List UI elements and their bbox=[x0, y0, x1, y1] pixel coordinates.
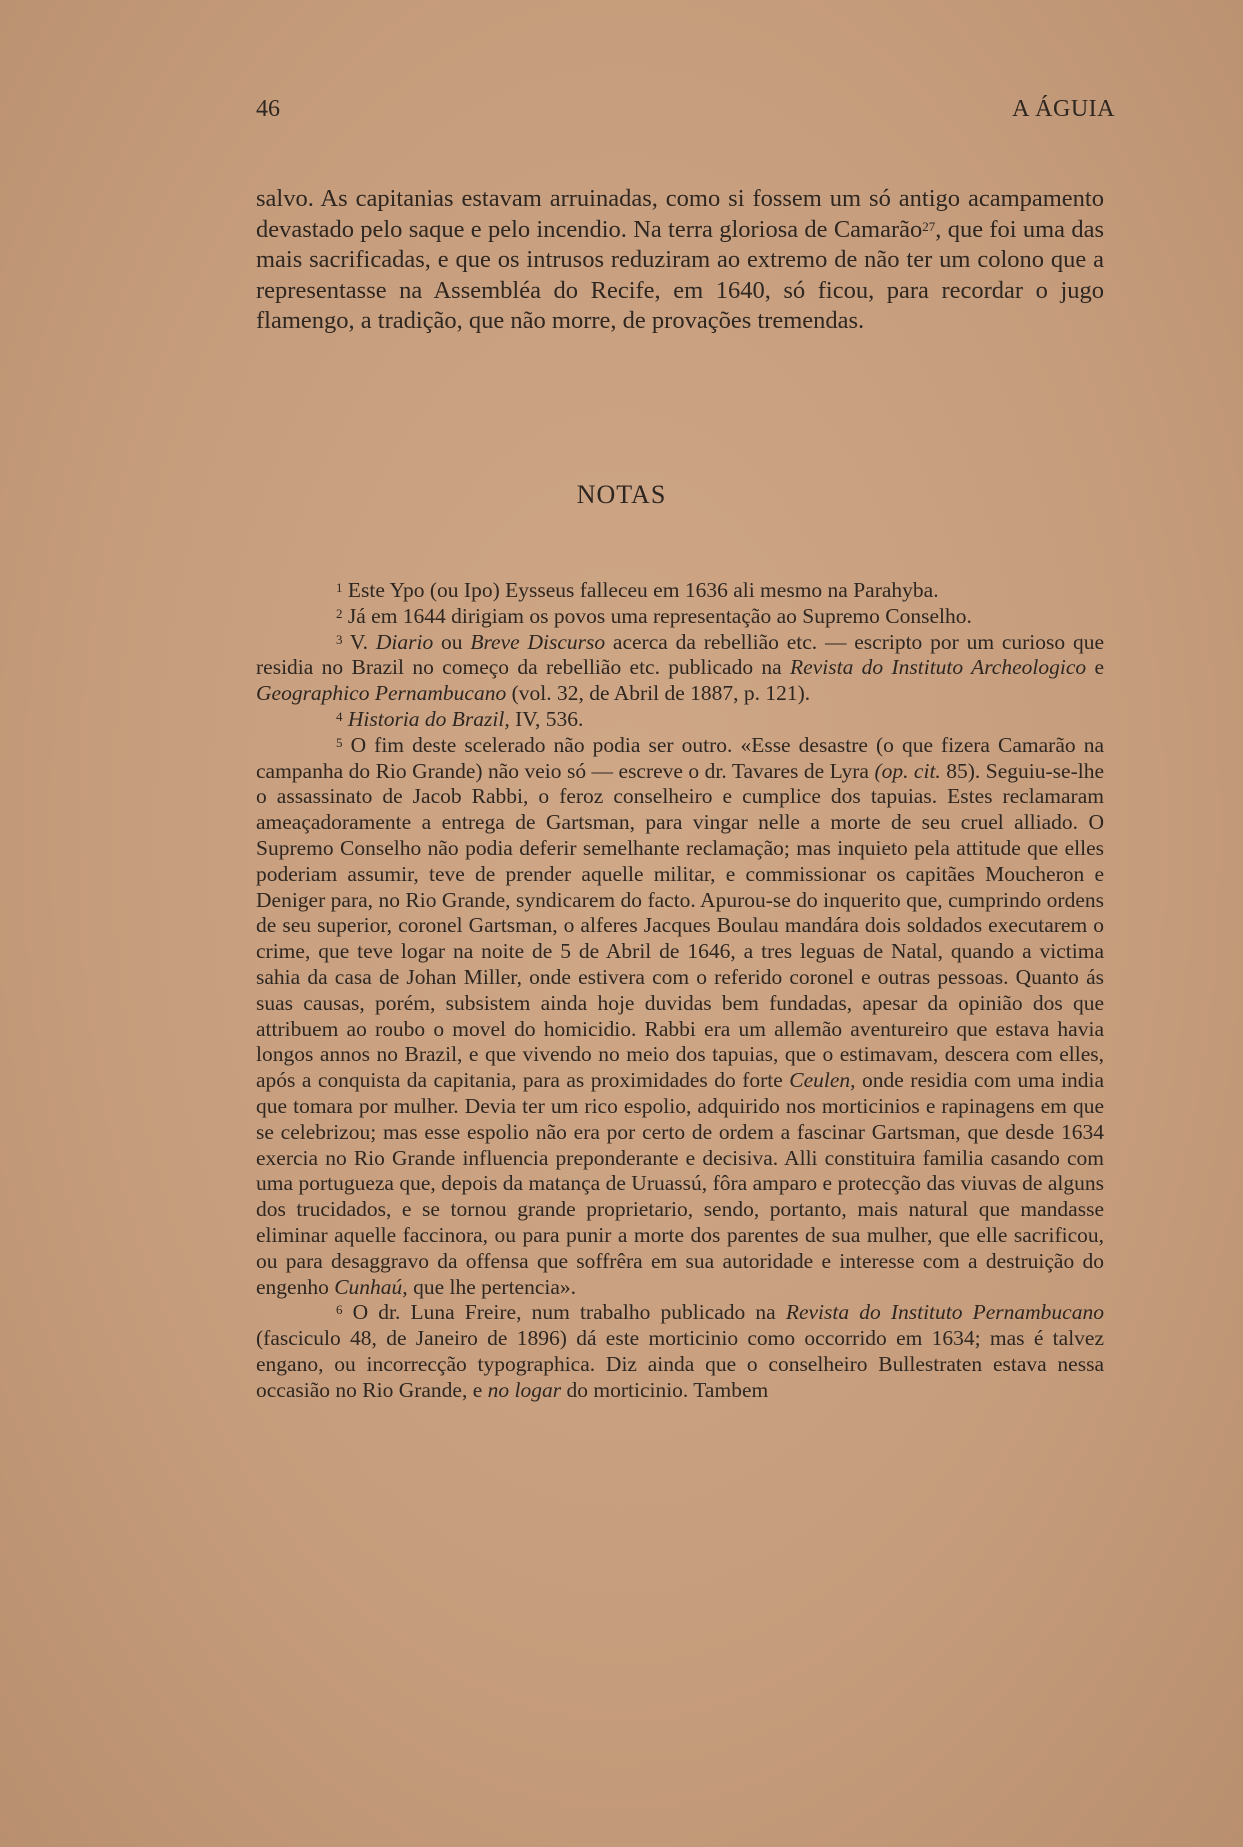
italic-title: Geographico Pernambucano bbox=[256, 681, 507, 706]
notes-heading: NOTAS bbox=[576, 480, 667, 509]
italic-place: Cunhaú, bbox=[334, 1274, 408, 1299]
text-run: onde residia com uma india que tomara por mulher. Devia ter um rico espolio, adquirido nos morticinios e rapinagens em que se celebrizou; mas esse espolio não era por certo de ordem a fascinar Gartsman, que desde 1634 exercia no Rio Grande influencia preponderante e decisiva. Alli constituira familia casando com uma portugueza que, depois da matança de Uruassú, fôra amparo e protecção das viuvas de alguns dos trucidados, e se tornou grande proprietario, sendo, portanto, mais natural que mandasse eliminar aquelle faccinora, ou para punir a morte dos parentes de sua mulher, que elle sacrificou, ou para desaggravo da offensa que soffrêra em sua autoridade e interesse com a destruição do engenho bbox=[256, 1068, 1105, 1299]
italic-title: Historia do Brazil, bbox=[347, 706, 510, 731]
footnote-6 bbox=[256, 1300, 1104, 1403]
footnote-2 bbox=[256, 604, 1104, 630]
footnote-number: 3 bbox=[336, 631, 343, 647]
paragraph bbox=[256, 184, 1104, 337]
footnote-number: 6 bbox=[336, 1302, 343, 1318]
footnote-text: Este Ypo (ou Ipo) Eysseus falleceu em 1636 ali mesmo na Parahyba. bbox=[342, 578, 939, 602]
text-run: salvo. As capitanias estavam arruinadas, como si fossem um só antigo acampamento devastado pelo saque e pelo incendio. Na terra gloriosa de Camarão bbox=[256, 185, 1104, 243]
text-run: do morticinio. Tambem bbox=[561, 1377, 769, 1402]
footnote-3 bbox=[256, 630, 1104, 707]
text-run: V. bbox=[342, 629, 376, 654]
text-run: e bbox=[1086, 655, 1105, 680]
footnote-number: 5 bbox=[336, 734, 343, 750]
text-run: (fasciculo 48, de Janeiro de 1896) dá este morticinio como occorrido em 1634; mas é talvez engano, ou incorrecção typographica. Diz ainda que o conselheiro Bullestraten estava nessa occasião no Rio Grande, e bbox=[256, 1326, 1104, 1402]
italic-title: Revista do Instituto Pernambucano bbox=[785, 1300, 1104, 1325]
text-run: , que foi uma das mais sacrificadas, e que os intrusos reduziram ao extremo de não ter um colono que a representasse na Assembléa do Recife, em 1640, só ficou, para recordar o jugo flamengo, a tradição, que não morre, de provações tremendas. bbox=[256, 215, 1104, 335]
footnote-number: 1 bbox=[336, 580, 343, 595]
italic-citation: (op. cit. bbox=[874, 758, 941, 783]
italic-place: Ceulen, bbox=[789, 1068, 856, 1093]
body-paragraph bbox=[256, 184, 1104, 337]
italic-title: Revista do Instituto Archeologico bbox=[790, 655, 1087, 680]
footnote-5 bbox=[256, 733, 1104, 1301]
text-run: acerca da rebellião etc. — escripto por um curioso que residia no Brazil no começo da rebellião etc. publicado na bbox=[256, 629, 1104, 680]
footnote-4 bbox=[256, 707, 1104, 733]
footnote-1 bbox=[256, 578, 1104, 604]
running-title: A ÁGUIA bbox=[1012, 96, 1115, 122]
footnote-text: Já em 1644 dirigiam os povos uma representação ao Supremo Conselho. bbox=[342, 603, 972, 628]
text-run: O fim deste scelerado não podia ser outro. «Esse desastre (o que fizera Camarão na campanha do Rio Grande) não veio só — escreve o dr. Tavares de Lyra bbox=[256, 732, 1104, 783]
footnotes bbox=[256, 578, 1104, 1404]
footnote-number: 2 bbox=[336, 605, 343, 621]
page-number: 46 bbox=[256, 96, 280, 122]
text-run: que lhe pertencia». bbox=[407, 1274, 577, 1299]
italic-phrase: no logar bbox=[487, 1377, 562, 1402]
italic-title: Breve Discurso bbox=[470, 629, 606, 654]
text-run: IV, 536. bbox=[509, 706, 584, 731]
text-run: 85). Seguiu-se-lhe o assassinato de Jacob Rabbi, o feroz conselheiro e cumplice dos tapuias. Estes reclamaram ameaçadoramente a entrega de Gartsman, para vingar nelle a morte de seu cruel alliado. O Supremo Conselho não podia deferir semelhante reclamação; mas inquieto pela attitude que elles poderiam assumir, teve de prender aquelle militar, e commissionar os capitães Moucheron e Deniger para, no Rio Grande, syndicarem do facto. Apurou-se do inquerito que, cumprindo ordens de seu superior, coronel Gartsman, o alferes Jacques Boulau mandára dois soldados executarem o crime, que teve logar na noite de 5 de Abril de 1646, a tres leguas de Natal, quando a victima sahia da casa de Johan Miller, onde estivera com o referido coronel e outras pessoas. Quanto ás suas causas, porém, subsistem ainda hoje duvidas bem fundadas, apesar da opinião dos que attribuem ao roubo o movel do homicidio. Rabbi era um allemão aventureiro que estava havia longos annos no Brazil, e que vivendo no meio dos tapuias, que o estimavam, descera com elles, após a conquista da capitania, para as proximidades do forte bbox=[256, 758, 1104, 1093]
text-run: O dr. Luna Freire, num trabalho publicado na bbox=[342, 1300, 786, 1325]
footnote-number: 4 bbox=[336, 708, 343, 724]
text-run: ou bbox=[433, 629, 471, 654]
text-run: (vol. 32, de Abril de 1887, p. 121). bbox=[506, 681, 811, 706]
footnote-ref: 27 bbox=[922, 218, 936, 234]
italic-title: Diario bbox=[375, 629, 434, 654]
